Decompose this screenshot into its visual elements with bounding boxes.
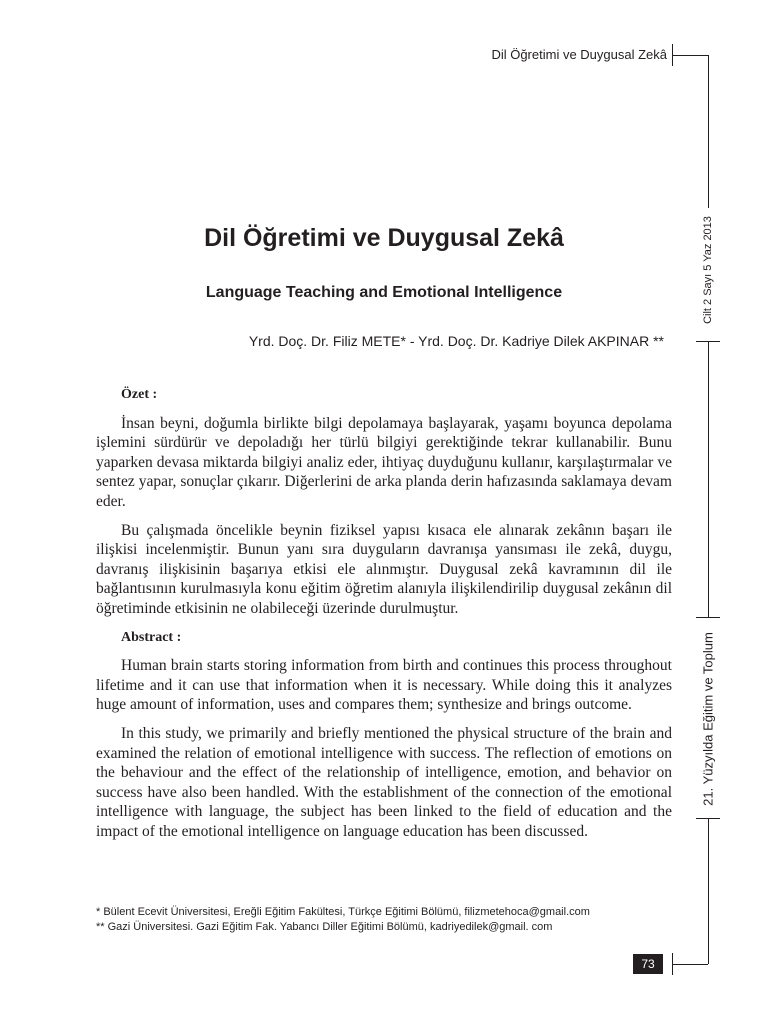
journal-name-label: 21. Yüzyılda Eğitim ve Toplum xyxy=(700,632,716,806)
running-header: Dil Öğretimi ve Duygusal Zekâ xyxy=(491,47,667,62)
footnote: ** Gazi Üniversitesi. Gazi Eğitim Fak. Yabancı Diller Eğitimi Bölümü, kadriyedilek@gmail. com xyxy=(96,920,553,933)
footnote: * Bülent Ecevit Üniversitesi, Ereğli Eğitim Fakültesi, Türkçe Eğitimi Bölümü, filizmetehoca@gmail.com xyxy=(96,906,590,918)
article-body xyxy=(96,385,672,850)
abstract-heading: Abstract : xyxy=(121,629,182,645)
author-line: Yrd. Doç. Dr. Filiz METE* - Yrd. Doç. Dr. Kadriye Dilek AKPINAR ** xyxy=(248,333,664,349)
footnotes xyxy=(96,905,676,934)
ozet-paragraph: İnsan beyni, doğumla birlikte bilgi depolamaya başlayarak, yaşamı boyunca depolama işlemini sürdürür ve depoladığı her türlü bilgiyi gerektiğinde tekrar kullanabilir. Bunu yaparken devasa miktarda bilgiyi analiz eder, ihtiyaç duyduğunu kullanır, karşılaştırmalar ve sentez yapar, sonuçlar çıkarır. Diğerlerini de arka planda derin hafızasında saklamaya devam eder. xyxy=(96,414,672,510)
page-number: 73 xyxy=(633,954,663,974)
abstract-paragraph: Human brain starts storing information from birth and continues this process throughout lifetime and it can use that information when it is necessary. While doing this it analyzes huge amount of information, uses and compares them; synthesize and brings outcome. xyxy=(96,657,672,714)
article-subtitle: Language Teaching and Emotional Intelligence xyxy=(205,284,563,301)
ozet-heading: Özet : xyxy=(121,387,158,402)
volume-issue-label: Cilt 2 Sayı 5 Yaz 2013 xyxy=(702,216,714,324)
abstract-paragraph: In this study, we primarily and briefly mentioned the physical structure of the brain and examined the relation of emotional intelligence with success. The reflection of emotions on the behaviour and the effect of the relationship of intelligence, emotion, and behavior on success have also been handled. With the establishment of the connection of the emotional intelligence with language, the subject has been linked to the field of education and the impact of the emotional intelligence on language education has been discussed. xyxy=(96,724,672,840)
article-title: Dil Öğretimi ve Duygusal Zekâ xyxy=(204,224,564,252)
ozet-paragraph: Bu çalışmada öncelikle beynin fiziksel yapısı kısaca ele alınarak zekânın başarı ile ilişkisi incelenmiştir. Bunun yanı sıra duyguların davranışa yansıması ile zekâ, duygu, davranış ilişkisinin başarıya etkisi ele alınmıştır. Duygusal zekâ kavramının dil ile bağlantısının kurulmasıyla konu eğitim öğretim alanıyla ilişkilendirilip duygusal zekânın dil öğretiminde etkisinin ne olabileceği üzerinde durulmuştur. xyxy=(96,521,672,617)
